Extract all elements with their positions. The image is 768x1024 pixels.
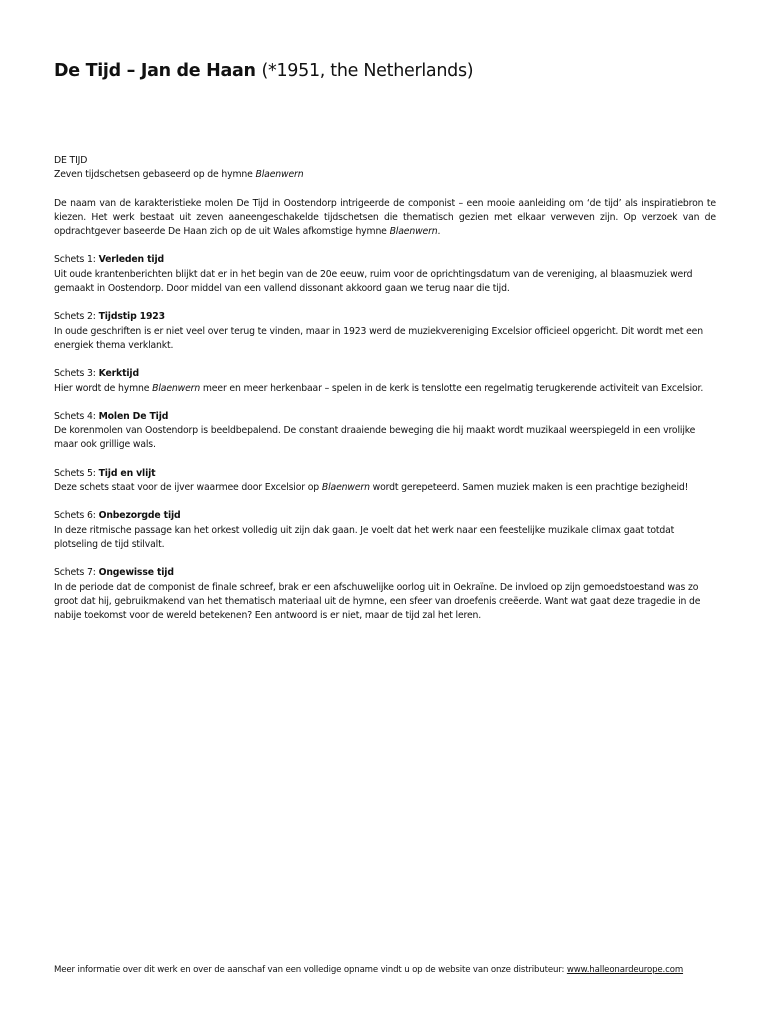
work-subtitle-text: Zeven tijdschetsen gebaseerd op de hymne [54,169,256,181]
sketch-5 [54,467,716,496]
sketch-description [54,382,716,396]
sketch-label: Schets 2: [54,311,99,323]
sketch-6 [54,509,716,552]
work-subtitle-hymn: Blaenwern [255,169,304,181]
sketch-description: De korenmolen van Oostendorp is beeldbepalend. De constant draaiende beweging die hij maakt wordt muzikaal weerspiegeld in een vrolijke maar ook grillige wals. [54,425,696,451]
page-title-main: De Tijd – Jan de Haan [54,61,256,81]
sketch-name: Verleden tijd [98,254,164,266]
sketch-3 [54,367,716,396]
sketch-name: Tijdstip 1923 [98,311,165,323]
sketch-hymn: Blaenwern [321,482,370,494]
intro-text: De naam van de karakteristieke molen De Tijd in Oostendorp intrigeerde de componist – een mooie aanleiding om ‘de tijd’ als inspiratiebron te kiezen. Het werk bestaat uit zeven aaneengeschakelde tijdschetsen die thematisch gezien met elkaar verweven zijn. Op verzoek van de opdrachtgever baseerde De Haan zich op de uit Wales afkomstige hymne [54,197,716,238]
work-subtitle [54,168,716,182]
sketch-label: Schets 7: [54,567,99,579]
sketch-7 [54,566,716,623]
sketch-text: Deze schets staat voor de ijver waarmee door Excelsior op [54,482,322,494]
sketch-title [54,467,716,481]
sketch-label: Schets 3: [54,368,99,380]
sketch-text-end: wordt gerepeteerd. Samen muziek maken is een prachtige bezigheid! [369,482,689,494]
page-title-subtitle: (*1951, the Netherlands) [261,61,474,81]
sketch-text-end: meer en meer herkenbaar – spelen in de kerk is tenslotte een regelmatig terugkerende activiteit van Excelsior. [200,382,704,394]
sketch-title [54,410,716,424]
sketch-title [54,509,716,523]
sketch-name: Ongewisse tijd [98,567,174,579]
sketch-1 [54,253,716,296]
sketch-name: Onbezorgde tijd [98,510,181,522]
sketch-name: Molen De Tijd [98,410,169,422]
intro-hymn: Blaenwern [389,226,438,238]
sketch-title [54,253,716,267]
document-body [54,154,716,623]
sketch-4 [54,410,716,453]
sketch-description: Uit oude krantenberichten blijkt dat er in het begin van de 20e eeuw, ruim voor de oprichtingsdatum van de vereniging, al blaasmuziek werd gemaakt in Oostendorp. Door middel van een vallend dissonant akkoord gaan we terug naar die tijd. [54,268,693,295]
sketch-description: In oude geschriften is er niet veel over terug te vinden, maar in 1923 werd de muziekvereniging Excelsior officieel opgericht. Dit wordt met een energiek thema verklankt. [54,325,703,351]
intro-paragraph [54,197,716,240]
sketch-hymn: Blaenwern [152,382,201,394]
sketch-text: Hier wordt de hymne [54,382,153,394]
sketch-title [54,310,716,324]
sketch-name: Kerktijd [98,368,139,380]
work-heading: DE TIJD [54,155,88,166]
sketch-label: Schets 4: [54,410,99,422]
sketch-label: Schets 6: [54,510,99,522]
sketch-2 [54,310,716,353]
footer-text: Meer informatie over dit werk en over de aanschaf van een volledige opname vindt u op de website van onze distributeur: [54,965,567,975]
sketch-title [54,566,716,580]
sketch-description: In deze ritmische passage kan het orkest volledig uit zijn dak gaan. Je voelt dat het werk naar een feestelijke muzikale climax gaat totdat plotseling de tijd stilvalt. [54,524,675,550]
intro-text-end: . [437,226,441,238]
distributor-link[interactable]: www.halleonardeurope.com [566,965,684,975]
sketch-description: In de periode dat de componist de finale schreef, brak er een afschuwelijke oorlog uit in Oekraïne. De invloed op zijn gemoedstoestand was zo groot dat hij, gebruikmakend van het thematisch materiaal uit de hymne, een sfeer van droefenis creëerde. Want wat gaat deze tragedie in de nabije toekomst voor de wereld betekenen? Een antwoord is er niet, maar de tijd zal het leren. [54,581,701,622]
sketch-name: Tijd en vlijt [98,467,156,479]
footer-note [54,964,716,976]
page-title [54,60,734,82]
sketch-label: Schets 5: [54,467,99,479]
sketch-label: Schets 1: [54,254,99,266]
sketch-description [54,481,716,495]
sketch-title [54,367,716,381]
